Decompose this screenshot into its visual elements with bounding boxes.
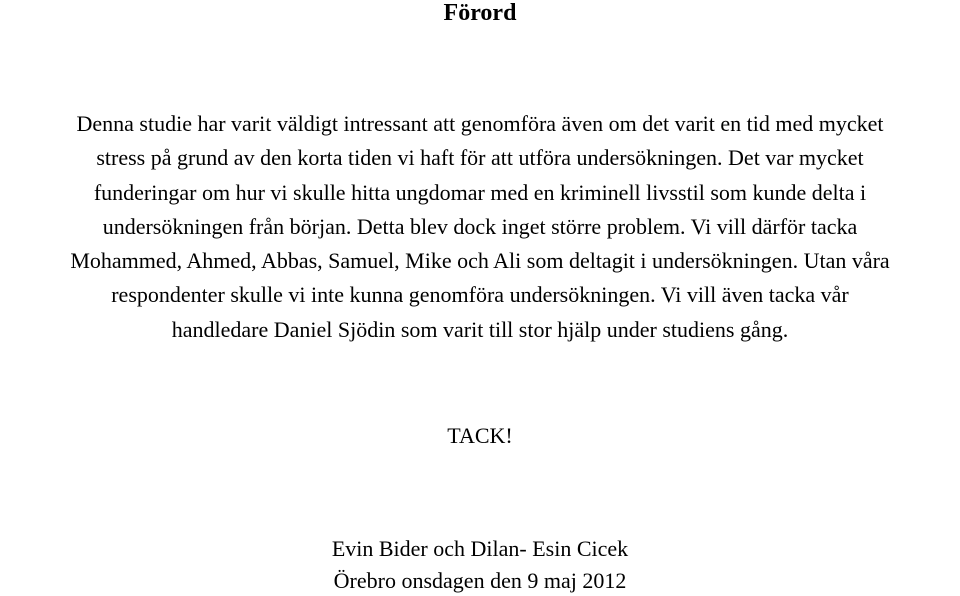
paragraph-line-1: Denna studie har varit väldigt intressant att genomföra även om det varit en tid med mycket [0,107,960,141]
thanks-text: TACK! [0,423,960,449]
place-date-line: Örebro onsdagen den 9 maj 2012 [0,565,960,596]
paragraph-line-3: funderingar om hur vi skulle hitta ungdomar med en kriminell livsstil som kunde delta i [0,176,960,210]
paragraph-line-4: undersökningen från början. Detta blev dock inget större problem. Vi vill därför tacka [0,210,960,244]
paragraph-line-6: respondenter skulle vi inte kunna genomföra undersökningen. Vi vill även tacka vår [0,278,960,312]
signature-block [0,533,960,596]
preface-paragraph [0,107,960,347]
paragraph-line-5: Mohammed, Ahmed, Abbas, Samuel, Mike och Ali som deltagit i undersökningen. Utan våra [0,244,960,278]
paragraph-line-2: stress på grund av den korta tiden vi haft för att utföra undersökningen. Det var mycket [0,141,960,175]
paragraph-line-7: handledare Daniel Sjödin som varit till stor hjälp under studiens gång. [0,313,960,347]
authors-line: Evin Bider och Dilan- Esin Cicek [0,533,960,565]
page-title: Förord [0,0,960,26]
